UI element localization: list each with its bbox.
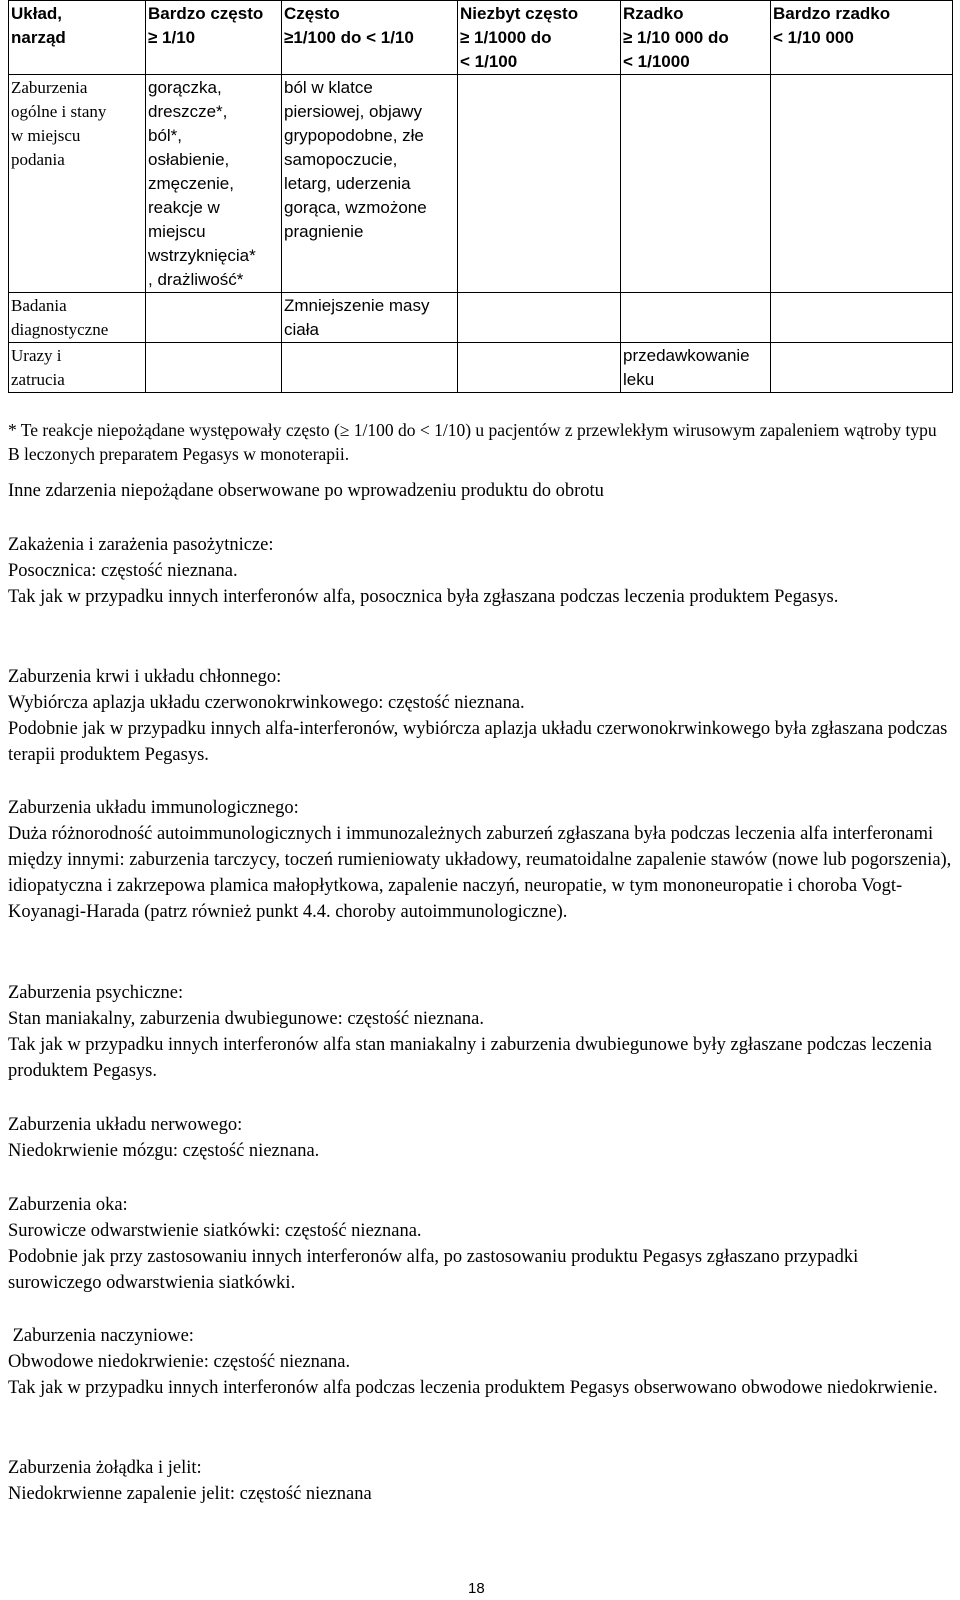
section-nervous — [8, 1112, 952, 1164]
table-row — [9, 75, 953, 293]
section-heading: Zaburzenia oka: — [8, 1195, 128, 1215]
row-organ: Zaburzenia ogólne i stany w miejscu podania — [9, 75, 146, 293]
section-line: Tak jak w przypadku innych interferonów alfa podczas leczenia produktem Pegasys obserwowano obwodowe niedokrwienie. — [8, 1378, 938, 1398]
section-heading: Zaburzenia krwi i układu chłonnego: — [8, 667, 282, 687]
section-line: Obwodowe niedokrwienie: częstość nieznana. — [8, 1352, 351, 1372]
row-organ: Badania diagnostyczne — [9, 293, 146, 343]
header-organ: Układ, narząd — [9, 1, 146, 75]
intro-paragraph — [8, 478, 952, 504]
cell-common: Zmniejszenie masy ciała — [282, 293, 458, 343]
cell-uncommon — [458, 293, 621, 343]
section-line: Tak jak w przypadku innych interferonów alfa stan maniakalny i zaburzenia dwubiegunowe były zgłaszane podczas leczenia produktem Pegasys. — [8, 1035, 932, 1081]
section-heading: Zaburzenia układu nerwowego: — [8, 1115, 243, 1135]
section-heading: Zaburzenia żołądka i jelit: — [8, 1458, 202, 1478]
cell-uncommon — [458, 75, 621, 293]
section-blood — [8, 664, 952, 768]
section-line: Posocznica: częstość nieznana. — [8, 561, 238, 581]
header-common: Często ≥1/100 do < 1/10 — [282, 1, 458, 75]
cell-very-common — [146, 293, 282, 343]
table-row — [9, 293, 953, 343]
cell-very-rare — [771, 75, 953, 293]
cell-rare — [621, 75, 771, 293]
section-line: Duża różnorodność autoimmunologicznych i immunozależnych zaburzeń zgłaszana była podczas leczenia alfa interferonami między innymi: zaburzenia tarczycy, toczeń rumieniowaty układowy, reumatoidalne zapalenie stawów (nowe lub pogorszenia), idiopatyczna i zakrzepowa plamica małopłytkowa, zapalenie naczyń, neuropatie, w tym mononeuropatie i choroba Vogt-Koyanagi-Harada (patrz również punkt 4.4. choroby autoimmunologiczne). — [8, 824, 952, 922]
section-line: Surowicze odwarstwienie siatkówki: częstość nieznana. — [8, 1221, 422, 1241]
cell-uncommon — [458, 343, 621, 393]
section-eye — [8, 1192, 952, 1296]
cell-very-rare — [771, 293, 953, 343]
section-heading: Zaburzenia psychiczne: — [8, 983, 184, 1003]
section-vascular — [8, 1323, 952, 1401]
section-heading: Zaburzenia układu immunologicznego: — [8, 798, 299, 818]
section-line: Tak jak w przypadku innych interferonów alfa, posocznica była zgłaszana podczas leczenia produktem Pegasys. — [8, 587, 839, 607]
section-heading: Zakażenia i zarażenia pasożytnicze: — [8, 535, 274, 555]
header-very-common: Bardzo często ≥ 1/10 — [146, 1, 282, 75]
header-very-rare: Bardzo rzadko < 1/10 000 — [771, 1, 953, 75]
section-heading: Zaburzenia naczyniowe: — [8, 1326, 194, 1346]
table-header-row — [9, 1, 953, 75]
table-row — [9, 343, 953, 393]
section-gastro — [8, 1455, 952, 1507]
cell-rare: przedawkowanie leku — [621, 343, 771, 393]
section-line: Wybiórcza aplazja układu czerwonokrwinkowego: częstość nieznana. — [8, 693, 525, 713]
table-footnote: * Te reakcje niepożądane występowały często (≥ 1/100 do < 1/10) u pacjentów z przewlekłym wirusowym zapaleniem wątroby typu B leczonych preparatem Pegasys w monoterapii. — [8, 419, 937, 464]
section-line: Podobnie jak w przypadku innych alfa-interferonów, wybiórcza aplazja układu czerwonokrwinkowego była zgłaszana podczas terapii produktem Pegasys. — [8, 719, 948, 765]
row-organ: Urazy i zatrucia — [9, 343, 146, 393]
cell-very-rare — [771, 343, 953, 393]
cell-common — [282, 343, 458, 393]
section-infections — [8, 532, 952, 610]
section-line: Niedokrwienie mózgu: częstość nieznana. — [8, 1141, 320, 1161]
header-uncommon: Niezbyt często ≥ 1/1000 do < 1/100 — [458, 1, 621, 75]
header-rare: Rzadko ≥ 1/10 000 do < 1/1000 — [621, 1, 771, 75]
intro-text: Inne zdarzenia niepożądane obserwowane po wprowadzeniu produktu do obrotu — [8, 481, 604, 501]
section-line: Stan maniakalny, zaburzenia dwubiegunowe: częstość nieznana. — [8, 1009, 485, 1029]
cell-common: ból w klatce piersiowej, objawy grypopodobne, złe samopoczucie, letarg, uderzenia gorąca, wzmożone pragnienie — [282, 75, 458, 293]
adverse-reactions-table — [8, 0, 953, 393]
section-immune — [8, 795, 952, 925]
section-line: Niedokrwienne zapalenie jelit: częstość nieznana — [8, 1484, 372, 1504]
cell-very-common: gorączka, dreszcze*, ból*, osłabienie, zmęczenie, reakcje w miejscu wstrzyknięcia* , drażliwość* — [146, 75, 282, 293]
section-line: Podobnie jak przy zastosowaniu innych interferonów alfa, po zastosowaniu produktu Pegasys zgłaszano przypadki surowiczego odwarstwienia siatkówki. — [8, 1247, 859, 1293]
cell-rare — [621, 293, 771, 343]
section-psychiatric — [8, 980, 952, 1084]
page-number: 18 — [468, 1580, 485, 1597]
cell-very-common — [146, 343, 282, 393]
